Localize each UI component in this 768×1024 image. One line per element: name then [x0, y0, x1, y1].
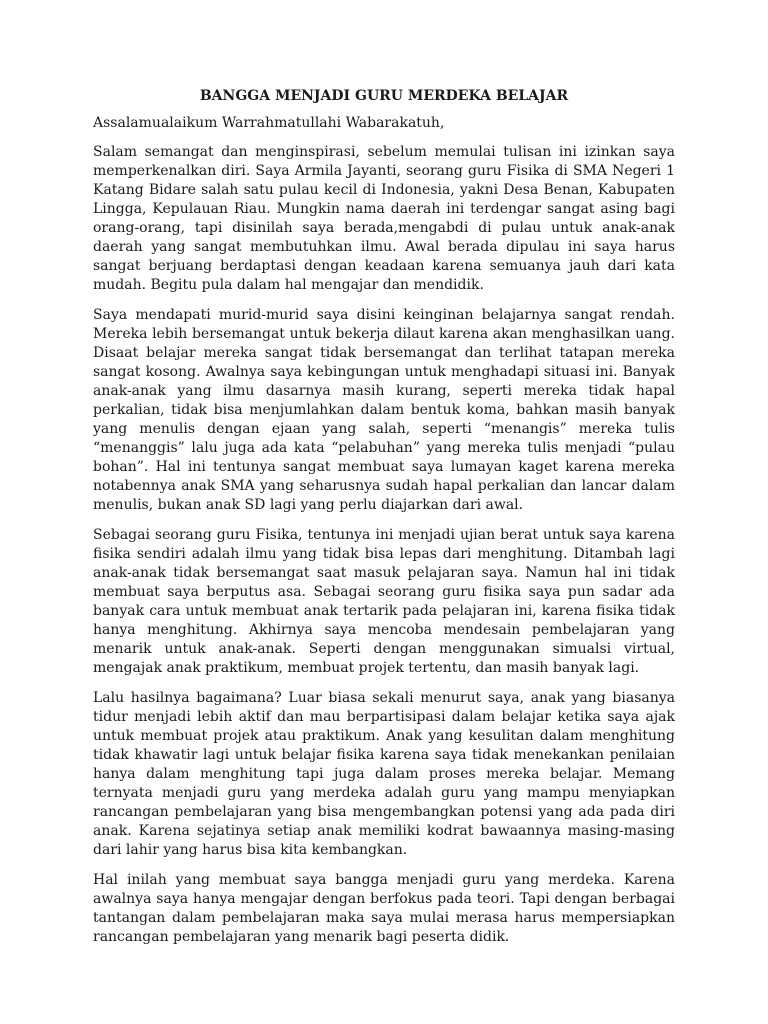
paragraph-introduction: Salam semangat dan menginspirasi, sebelum memulai tulisan ini izinkan saya memperkenalkan diri. Saya Armila Jayanti, seorang guru Fisika di SMA Negeri 1 Katang Bidare salah satu pulau kecil di Indonesia, yakni Desa Benan, Kabupaten Lingga, Kepulauan Riau. Mungkin nama daerah ini terdengar sangat asing bagi orang-orang, tapi disinilah saya berada,mengabdi di pulau untuk anak-anak daerah yang sangat membutuhkan ilmu. Awal berada dipulau ini saya harus sangat berjuang berdaptasi dengan keadaan karena semuanya jauh dari kata mudah. Begitu pula dalam hal mengajar dan mendidik.	[93, 144, 675, 293]
document-page	[93, 86, 675, 958]
greeting-line: Assalamualaikum Warrahmatullahi Wabarakatuh,	[93, 115, 445, 131]
paragraph-results: Lalu hasilnya bagaimana? Luar biasa sekali menurut saya, anak yang biasanya tidur menjadi lebih aktif dan mau berpartisipasi dalam belajar ketika saya ajak untuk membuat projek atau praktikum. Anak yang kesulitan dalam menghitung tidak khawatir lagi untuk belajar fisika karena saya tidak menekankan penilaian hanya dalam menghitung tapi juga dalam proses mereka belajar. Memang ternyata menjadi guru yang merdeka adalah guru yang mampu menyiapkan rancangan pembelajaran yang bisa mengembangkan potensi yang ada pada diri anak. Karena sejatinya setiap anak memiliki kodrat bawaannya masing-masing dari lahir yang harus bisa kita kembangkan.	[93, 690, 675, 858]
paragraph-students-condition: Saya mendapati murid-murid saya disini keinginan belajarnya sangat rendah. Mereka lebih bersemangat untuk bekerja dilaut karena akan menghasilkan uang. Disaat belajar mereka sangat tidak bersemangat dan terlihat tatapan mereka sangat kosong. Awalnya saya kebingungan untuk menghadapi situasi ini. Banyak anak-anak yang ilmu dasarnya masih kurang, seperti mereka tidak hapal perkalian, tidak bisa menjumlahkan dalam bentuk koma, bahkan masih banyak yang menulis dengan ejaan yang salah, seperti “menangis” mereka tulis “menanggis” lalu juga ada kata “pelabuhan” yang mereka tulis menjadi “pulau bohan”. Hal ini tentunya sangat membuat saya lumayan kaget karena mereka notabennya anak SMA yang seharusnya sudah hapal perkalian dan lancar dalam menulis, bukan anak SD lagi yang perlu diajarkan dari awal.	[93, 307, 675, 513]
document-title: BANGGA MENJADI GURU MERDEKA BELAJAR	[199, 88, 569, 104]
paragraph-physics-challenge: Sebagai seorang guru Fisika, tentunya ini menjadi ujian berat untuk saya karena fisika sendiri adalah ilmu yang tidak bisa lepas dari menghitung. Ditambah lagi anak-anak tidak bersemangat saat masuk pelajaran saya. Namun hal ini tidak membuat saya berputus asa. Sebagai seorang guru fisika saya pun sadar ada banyak cara untuk membuat anak tertarik pada pelajaran ini, karena fisika tidak hanya menghitung. Akhirnya saya mencoba mendesain pembelajaran yang menarik untuk anak-anak. Seperti dengan menggunakan simualsi virtual, mengajak anak praktikum, membuat projek tertentu, dan masih banyak lagi.	[93, 527, 675, 676]
paragraph-conclusion: Hal inilah yang membuat saya bangga menjadi guru yang merdeka. Karena awalnya saya hanya mengajar dengan berfokus pada teori. Tapi dengan berbagai tantangan dalam pembelajaran maka saya mulai merasa harus mempersiapkan rancangan pembelajaran yang menarik bagi peserta didik.	[93, 872, 675, 945]
